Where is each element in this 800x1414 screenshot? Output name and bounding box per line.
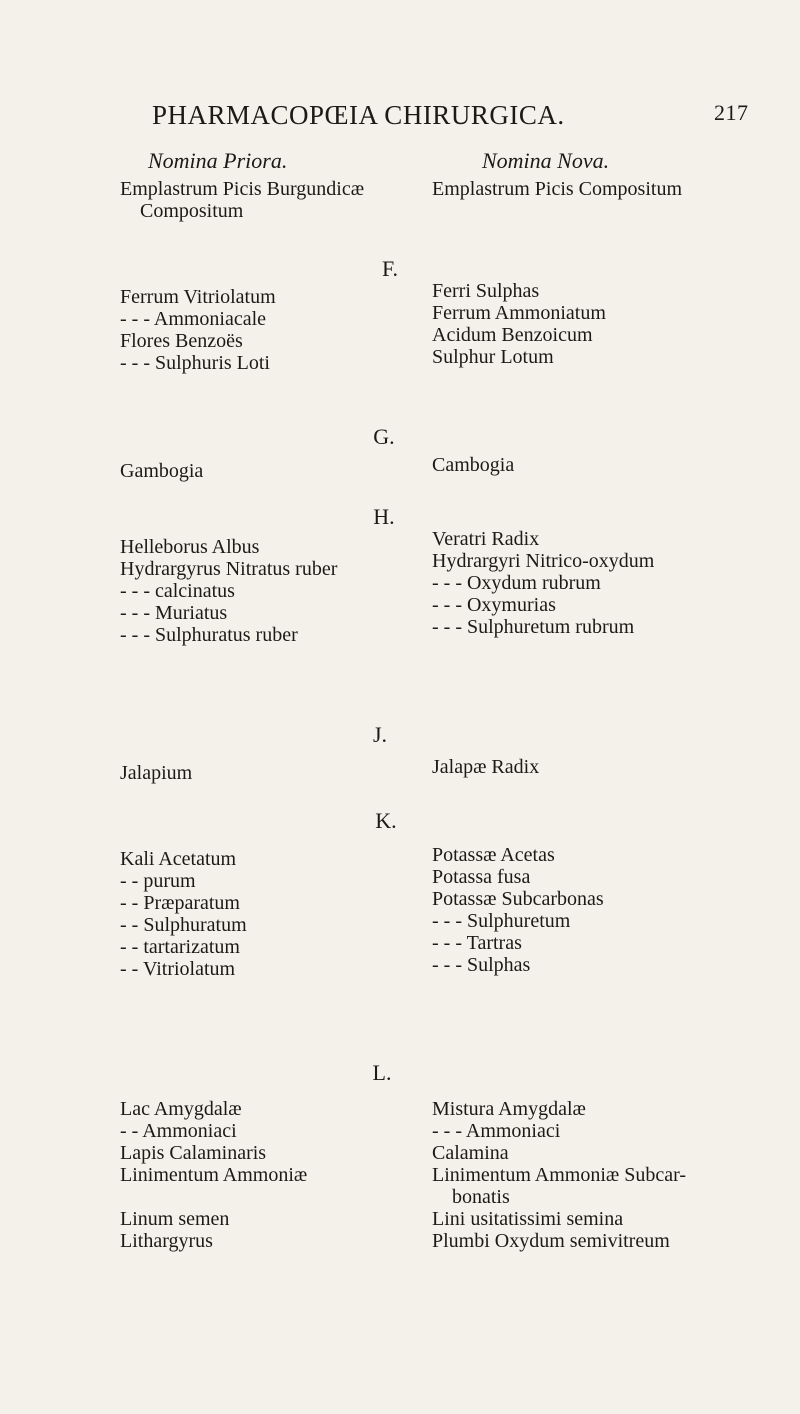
old-name: - - Ammoniaci bbox=[120, 1120, 237, 1142]
old-name: - - Præparatum bbox=[120, 892, 240, 914]
old-name: - - - Ammoniacale bbox=[120, 308, 267, 330]
new-name: - - - Sulphas bbox=[432, 954, 531, 976]
old-name: - - tartarizatum bbox=[120, 936, 240, 958]
old-name: Helleborus Albus bbox=[120, 536, 260, 558]
new-name: Linimentum Ammoniæ Subcar- bbox=[432, 1164, 687, 1186]
new-name: Veratri Radix bbox=[432, 528, 540, 550]
old-name: Jalapium bbox=[120, 762, 193, 784]
section-letter: F. bbox=[382, 256, 398, 281]
new-name: Calamina bbox=[432, 1142, 509, 1164]
old-name: Gambogia bbox=[120, 460, 204, 482]
column-header-old-names: Nomina Priora. bbox=[148, 148, 288, 173]
old-names-column bbox=[120, 286, 276, 374]
old-name: - - Vitriolatum bbox=[120, 958, 236, 980]
old-name: - - Sulphuratum bbox=[120, 914, 247, 936]
old-name: Kali Acetatum bbox=[120, 848, 237, 870]
section-letter: K. bbox=[375, 808, 397, 833]
new-name: Jalapæ Radix bbox=[432, 756, 540, 778]
new-name: Mistura Amygdalæ bbox=[432, 1098, 586, 1120]
new-name: Cambogia bbox=[432, 454, 515, 476]
new-name: - - - Tartras bbox=[432, 932, 522, 954]
new-name: Acidum Benzoicum bbox=[432, 324, 593, 346]
old-name: - - - Sulphuris Loti bbox=[120, 352, 270, 374]
old-name: Hydrargyrus Nitratus ruber bbox=[120, 558, 338, 580]
old-names-column bbox=[120, 536, 337, 646]
new-name: - - - Sulphuretum rubrum bbox=[432, 616, 635, 638]
new-names-column bbox=[432, 280, 606, 368]
old-name: Ferrum Vitriolatum bbox=[120, 286, 276, 308]
new-name: Sulphur Lotum bbox=[432, 346, 554, 368]
new-name: Ferri Sulphas bbox=[432, 280, 540, 302]
new-name: Potassa fusa bbox=[432, 866, 531, 888]
column-header-new-names: Nomina Nova. bbox=[482, 148, 610, 173]
new-name: Plumbi Oxydum semivitreum bbox=[432, 1230, 670, 1252]
new-name: Potassæ Acetas bbox=[432, 844, 555, 866]
old-name: Lapis Calaminaris bbox=[120, 1142, 267, 1164]
section-letter: J. bbox=[372, 722, 388, 747]
new-name: Hydrargyri Nitrico-oxydum bbox=[432, 550, 655, 572]
old-name: Flores Benzoës bbox=[120, 330, 243, 352]
old-name: - - - Muriatus bbox=[120, 602, 228, 624]
new-name: Potassæ Subcarbonas bbox=[432, 888, 604, 910]
old-names-column bbox=[120, 762, 192, 784]
new-names-column bbox=[432, 756, 539, 778]
new-name: Lini usitatissimi semina bbox=[432, 1208, 624, 1230]
old-name: - - - calcinatus bbox=[120, 580, 235, 602]
old-name: Lac Amygdalæ bbox=[120, 1098, 242, 1120]
section-letter: L. bbox=[372, 1060, 392, 1085]
new-name: - - - Sulphuretum bbox=[432, 910, 571, 932]
new-name: Ferrum Ammoniatum bbox=[432, 302, 606, 324]
new-name: Emplastrum Picis Compositum bbox=[432, 178, 683, 200]
old-name: Lithargyrus bbox=[120, 1230, 213, 1252]
new-names-column bbox=[432, 1098, 686, 1252]
old-names-column bbox=[120, 848, 247, 980]
running-head-title: PHARMACOPŒIA CHIRURGICA. bbox=[152, 100, 565, 130]
old-name: Linum semen bbox=[120, 1208, 230, 1230]
new-names-column bbox=[432, 844, 604, 976]
old-name: - - purum bbox=[120, 870, 196, 892]
new-name: - - - Oxydum rubrum bbox=[432, 572, 601, 594]
section-letter: G. bbox=[373, 424, 395, 449]
new-name: - - - Ammoniaci bbox=[432, 1120, 561, 1142]
page-number: 217 bbox=[714, 100, 749, 125]
section-letter: H. bbox=[373, 504, 395, 529]
old-name: Linimentum Ammoniæ bbox=[120, 1164, 308, 1186]
new-names-column bbox=[432, 178, 682, 200]
new-name: bonatis bbox=[452, 1186, 510, 1208]
old-names-column bbox=[120, 1098, 307, 1252]
old-name: Emplastrum Picis Burgundicæ bbox=[120, 178, 365, 200]
new-name: - - - Oxymurias bbox=[432, 594, 556, 616]
old-names-column bbox=[120, 460, 203, 482]
old-name: - - - Sulphuratus ruber bbox=[120, 624, 298, 646]
old-name-spacer bbox=[120, 1186, 307, 1208]
new-names-column bbox=[432, 528, 654, 638]
old-name: Compositum bbox=[140, 200, 244, 222]
old-names-column bbox=[120, 178, 364, 222]
new-names-column bbox=[432, 454, 514, 476]
